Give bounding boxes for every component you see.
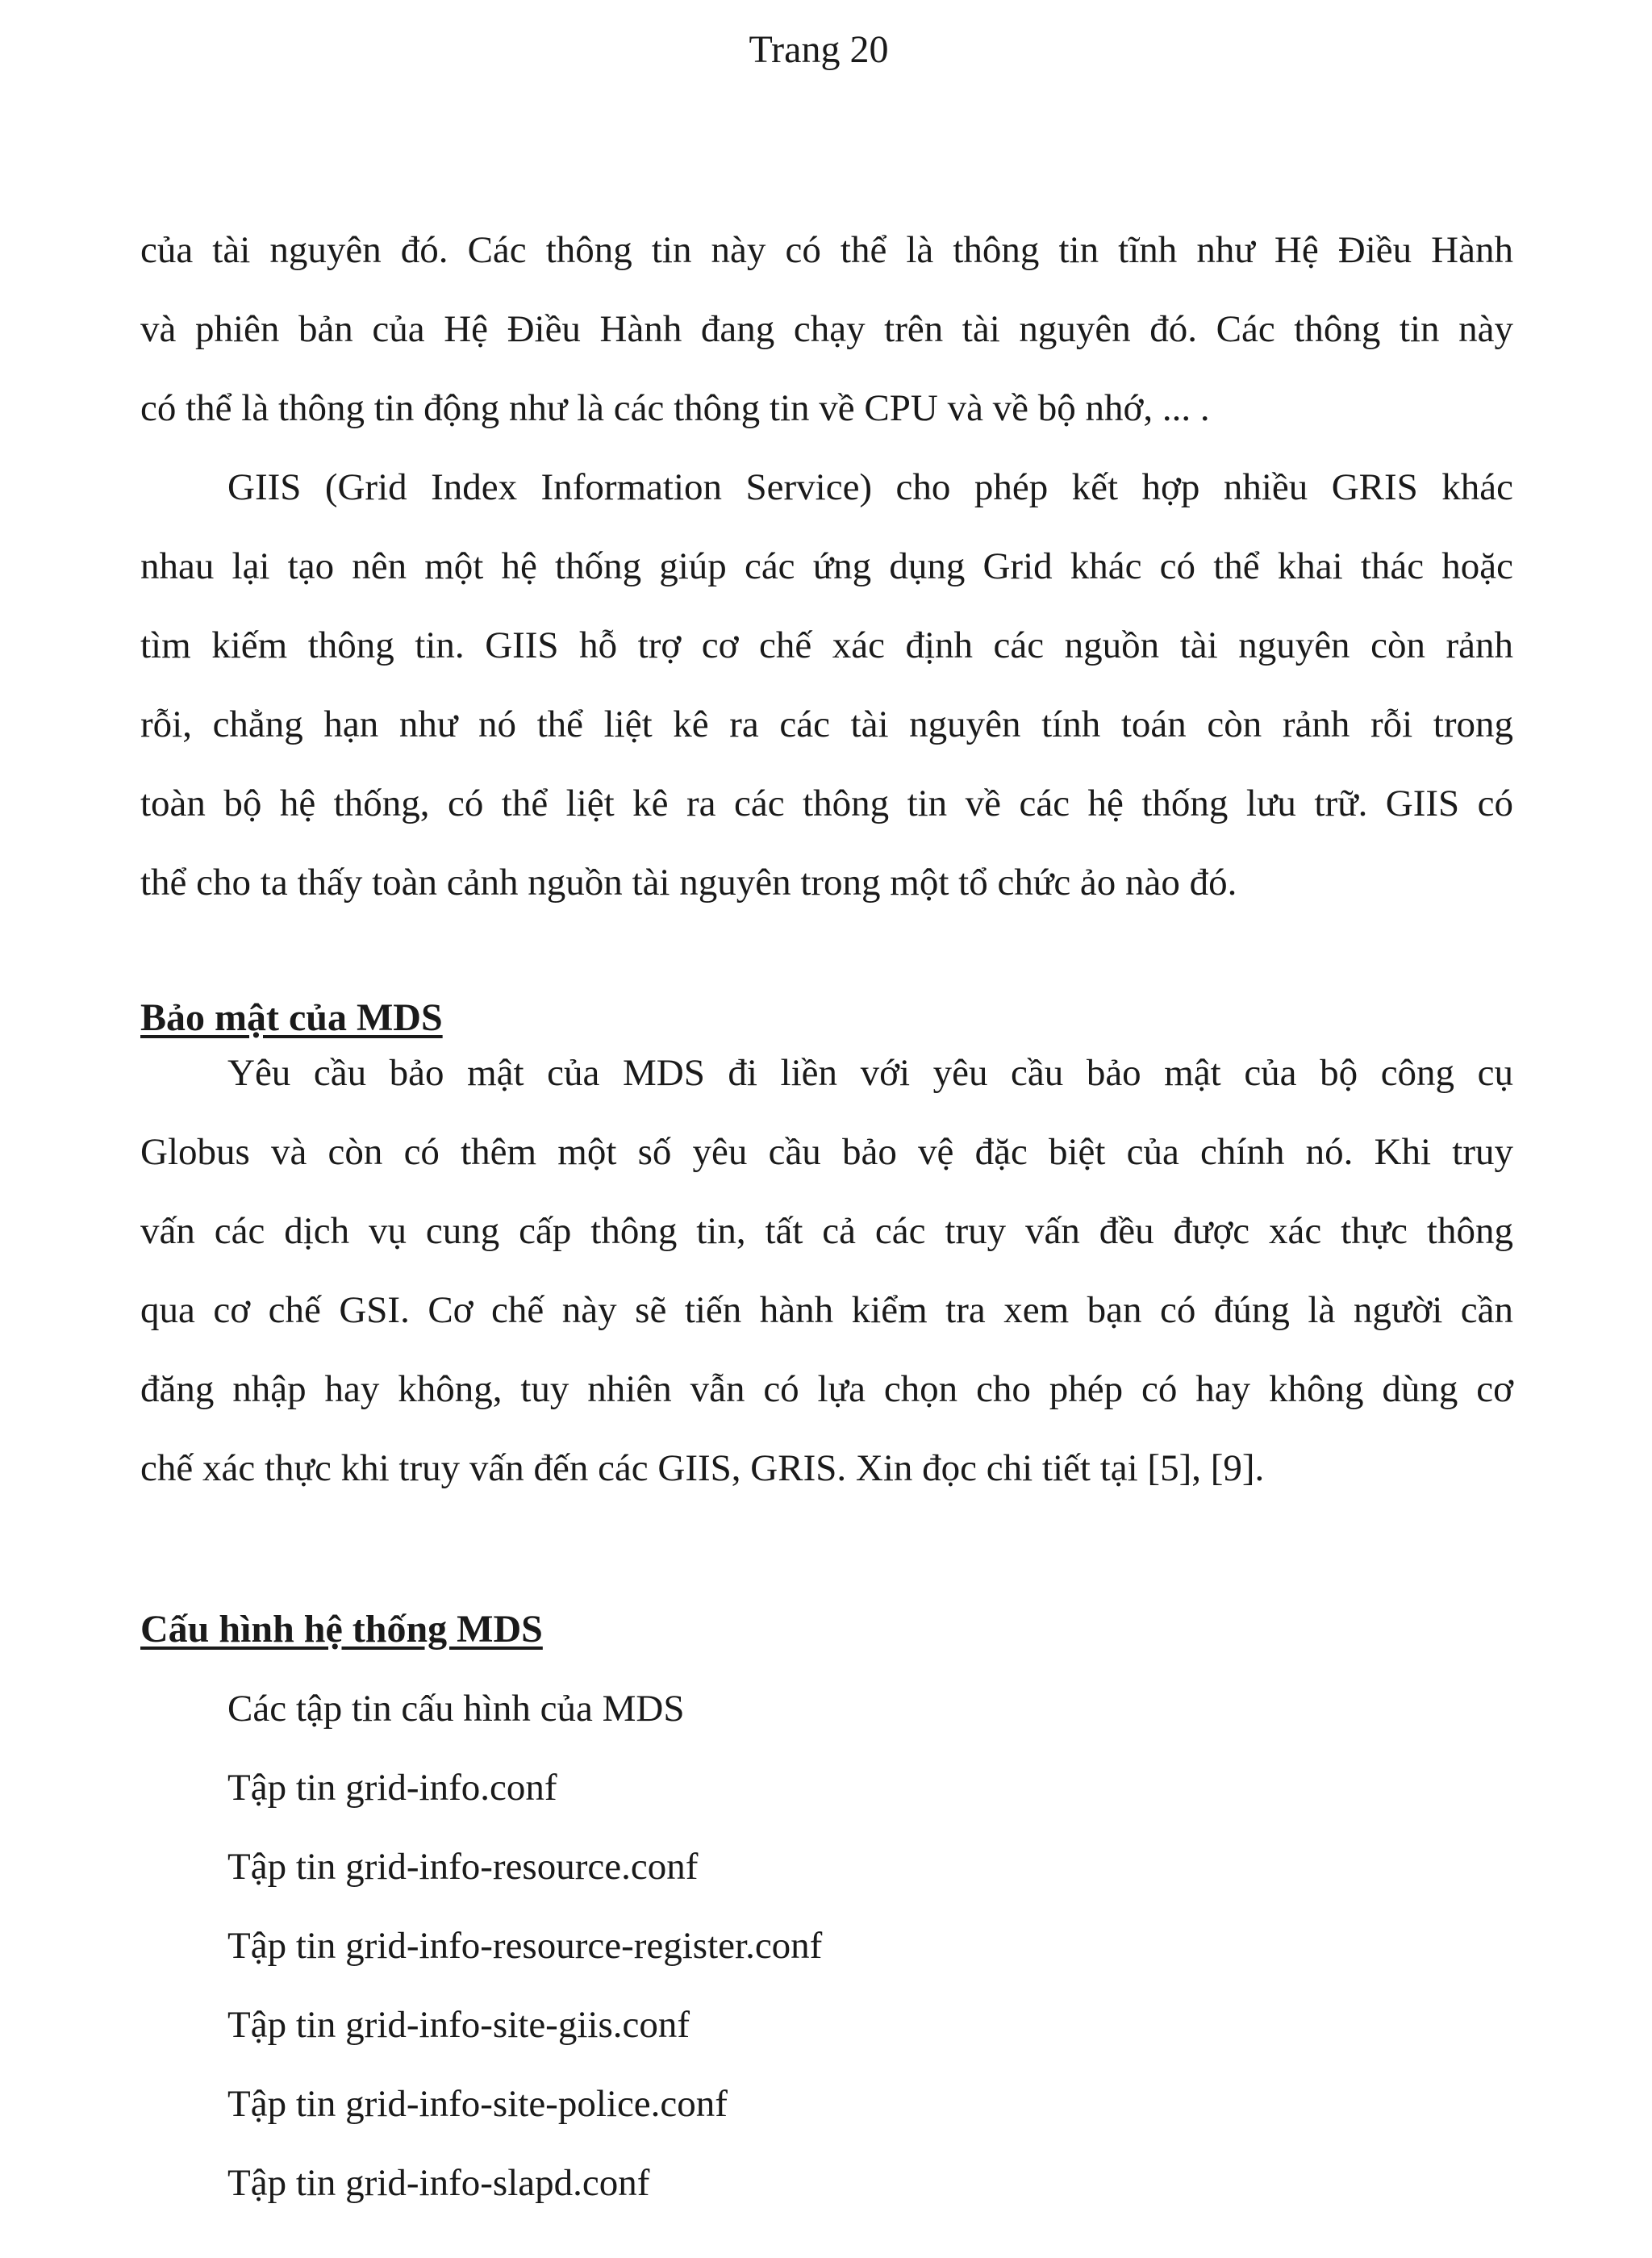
paragraph-line: thể cho ta thấy toàn cảnh nguồn tài nguyên trong một tổ chức ảo nào đó. — [140, 862, 1237, 904]
paragraph-line: có thể là thông tin động như là các thông tin về CPU và về bộ nhớ, ... . — [140, 387, 1210, 429]
list-item: Các tập tin cấu hình của MDS — [227, 1688, 685, 1730]
section-heading-config: Cấu hình hệ thống MDS — [140, 1608, 543, 1651]
paragraph-line: tìm kiếm thông tin. GIIS hỗ trợ cơ chế xác định các nguồn tài nguyên còn rảnh — [140, 624, 1513, 666]
section-heading-security: Bảo mật của MDS — [140, 996, 443, 1039]
paragraph-line: Globus và còn có thêm một số yêu cầu bảo vệ đặc biệt của chính nó. Khi truy — [140, 1131, 1513, 1173]
paragraph-line: rỗi, chẳng hạn như nó thể liệt kê ra các tài nguyên tính toán còn rảnh rỗi trong — [140, 703, 1513, 745]
list-item: Tập tin grid-info-site-giis.conf — [227, 2004, 690, 2046]
paragraph-line: và phiên bản của Hệ Điều Hành đang chạy trên tài nguyên đó. Các thông tin này — [140, 308, 1513, 350]
paragraph-line: toàn bộ hệ thống, có thể liệt kê ra các thông tin về các hệ thống lưu trữ. GIIS có — [140, 783, 1513, 824]
list-item: Tập tin grid-info-resource.conf — [227, 1846, 699, 1888]
page-number-header: Trang 20 — [749, 28, 889, 71]
paragraph-line: chế xác thực khi truy vấn đến các GIIS, GRIS. Xin đọc chi tiết tại [5], [9]. — [140, 1447, 1265, 1489]
paragraph-line: nhau lại tạo nên một hệ thống giúp các ứng dụng Grid khác có thể khai thác hoặc — [140, 545, 1513, 587]
paragraph-line: đăng nhập hay không, tuy nhiên vẫn có lựa chọn cho phép có hay không dùng cơ — [140, 1368, 1513, 1410]
list-item: Tập tin grid-info-slapd.conf — [227, 2162, 650, 2204]
list-item: Tập tin grid-info-site-police.conf — [227, 2083, 728, 2125]
list-item: Tập tin grid-info.conf — [227, 1767, 557, 1809]
paragraph-line: qua cơ chế GSI. Cơ chế này sẽ tiến hành kiểm tra xem bạn có đúng là người cần — [140, 1289, 1513, 1331]
paragraph-line: Yêu cầu bảo mật của MDS đi liền với yêu cầu bảo mật của bộ công cụ — [227, 1052, 1513, 1094]
paragraph-line: của tài nguyên đó. Các thông tin này có thể là thông tin tĩnh như Hệ Điều Hành — [140, 229, 1513, 271]
paragraph-line: GIIS (Grid Index Information Service) cho phép kết hợp nhiều GRIS khác — [227, 466, 1513, 508]
paragraph-line: vấn các dịch vụ cung cấp thông tin, tất cả các truy vấn đều được xác thực thông — [140, 1210, 1513, 1252]
list-item: Tập tin grid-info-resource-register.conf — [227, 1925, 823, 1967]
